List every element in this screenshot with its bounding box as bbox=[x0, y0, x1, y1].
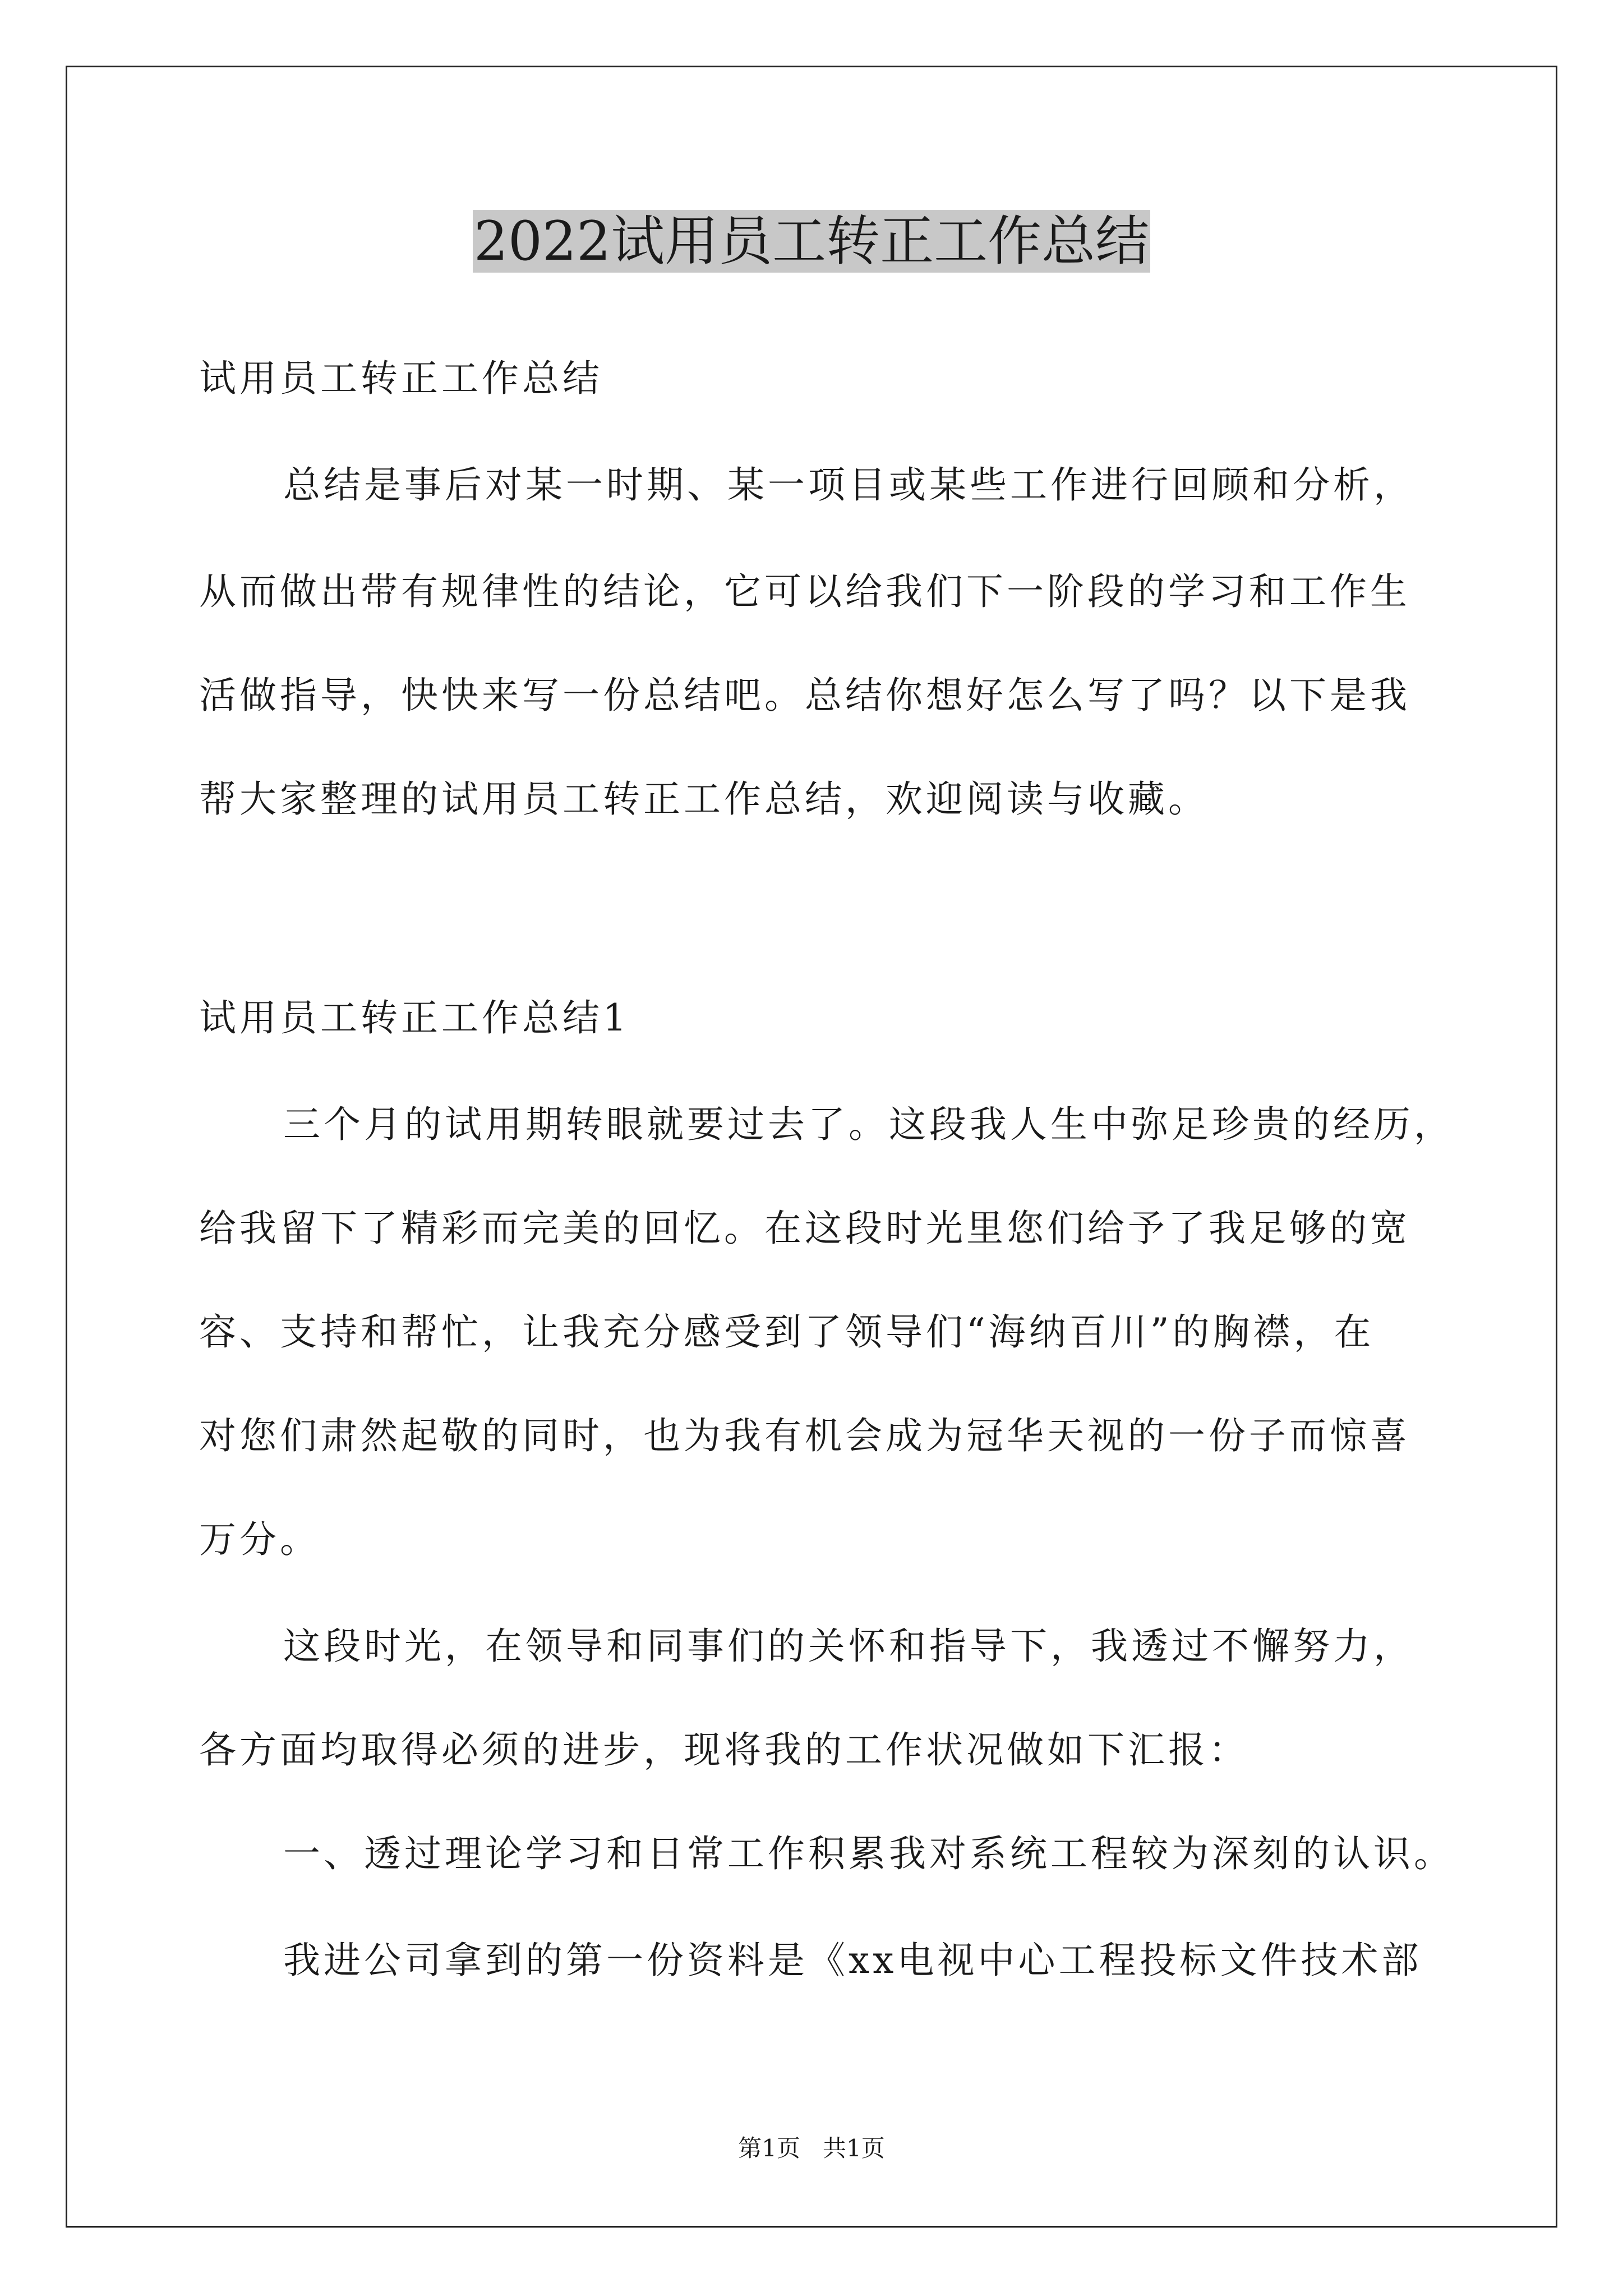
paragraph-line: 对您们肃然起敬的同时，也为我有机会成为冠华天视的一份子而惊喜 bbox=[199, 1414, 1410, 1457]
paragraph-line: 各方面均取得必须的进步，现将我的工作状况做如下汇报： bbox=[199, 1728, 1249, 1772]
paragraph-line: 一、透过理论学习和日常工作积累我对系统工程较为深刻的认识。 bbox=[283, 1832, 1454, 1875]
document-title bbox=[0, 202, 1623, 280]
subtitle: 试用员工转正工作总结 bbox=[199, 357, 603, 400]
title-text: 2022试用员工转正工作总结 bbox=[473, 210, 1150, 273]
paragraph-line: 从而做出带有规律性的结论，它可以给我们下一阶段的学习和工作生 bbox=[199, 570, 1410, 613]
section-heading: 试用员工转正工作总结1 bbox=[199, 996, 630, 1039]
paragraph-line: 帮大家整理的试用员工转正工作总结，欢迎阅读与收藏。 bbox=[199, 777, 1209, 821]
paragraph-line: 活做指导，快快来写一份总结吧。总结你想好怎么写了吗？以下是我 bbox=[199, 674, 1410, 717]
paragraph-line: 总结是事后对某一时期、某一项目或某些工作进行回顾和分析， bbox=[283, 463, 1414, 507]
page-number: 第1页 bbox=[738, 2134, 800, 2162]
page-total: 共1页 bbox=[823, 2134, 885, 2162]
paragraph-line: 容、支持和帮忙，让我充分感受到了领导们“海纳百川”的胸襟，在 bbox=[199, 1310, 1375, 1354]
paragraph-line: 这段时光，在领导和同事们的关怀和指导下，我透过不懈努力， bbox=[283, 1625, 1414, 1668]
paragraph-line: 万分。 bbox=[199, 1518, 320, 1561]
page-footer bbox=[0, 2132, 1623, 2165]
paragraph-line: 给我留下了精彩而完美的回忆。在这段时光里您们给予了我足够的宽 bbox=[199, 1207, 1410, 1250]
paragraph-line: 我进公司拿到的第一份资料是《xx电视中心工程投标文件技术部 bbox=[283, 1939, 1422, 1982]
paragraph-line: 三个月的试用期转眼就要过去了。这段我人生中弥足珍贵的经历， bbox=[283, 1103, 1454, 1146]
